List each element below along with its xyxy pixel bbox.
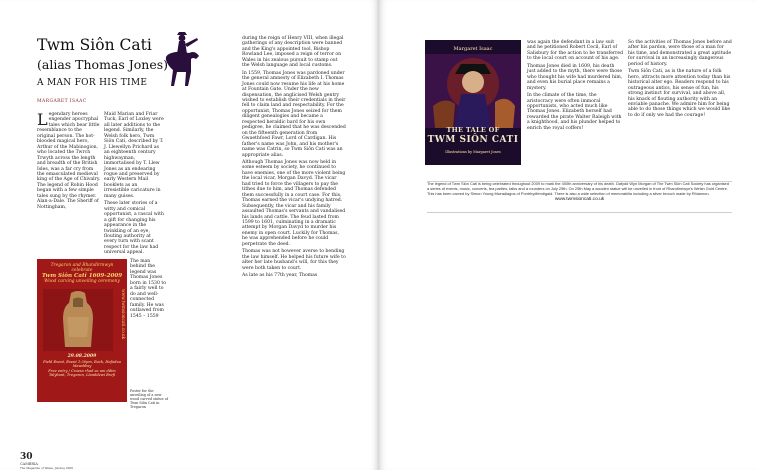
column-2-paragraph-1: Maid Marian and Friar Tuck, Earl of Loxley were all later additions to the legend. Similarly, the Welsh folk hero, Twm Siôn Cati, described by T. J. Llewellyn Prichard as an eighteenth century highwayman, immortalised by T. Llew Jones as an endearing rogue and preserved by early Western Mail booklets as an irresistible caricature in many guises. [104,112,164,199]
publication-footer [20,462,73,470]
column-5-paragraph-2: Twm Siôn Cati, as is the nature of a folk hero, attracts more attention today than his historical alter ego. Readers respond to his outrageous antics, his sense of fun, his strong instinct for survival, and above all, his knack of flouting authority with an enviable panache. We admire him for being able to do those things which we would like to do if only we had the courage! [628,69,731,118]
publication-issue: The Magazine of Wales, Jul/Aug 2009 [20,466,73,470]
column-3-paragraph-5: As late as his 77th year, Thomas [242,273,318,279]
publication-name: CAMBRIA [20,462,38,466]
book-cover-illustrator: Illustrations by Margaret Jones [445,150,501,154]
column-4 [527,40,623,133]
horseman-illustration [163,32,203,92]
book-cover-title-small: THE TALE OF [446,126,500,134]
book-cover-illustration [425,54,521,128]
column-3-paragraph-3: Although Thomas Jones was now held in some esteem by society, he continued to have enemies, one of the more violent being the local vicar, Morgan Davyd. The vicar had tried to force the villagers to pay the tithes due to him, and Thomas defended them successfully in a court case. For this, Thomas earned the vicar's undying hatred. Subsequently, the vicar and his family assaulted Thomas's servants and vandalised his lands and cattle. The feud lasted from 1599 to 1601, culminating in a dramatic attempt by Morgan Davyd to murder his enemy in open court. Luckily for Thomas, he was apprehended before he could perpetrate the deed. [242,159,346,247]
page-number: 30 [20,452,33,462]
poster-caption: Poster for the unveiling of a new wood carved statue of Twm Siôn Cati in Tregaron [130,389,168,409]
column-3-paragraph-2: In 1559, Thomas Jones was pardoned under the general amnesty of Elizabeth I. Thomas Jones could now resume his life at his home at Fountain Gate. Under the new dispensation, the anglicised Welsh gentry wished to establish their credentials in their fell to claim land and respectability. For the opportunist, Thomas Jones seized for them diligent genealogies and became a respected heraldic bard for his own pedigree, he claimed that he was descended on the fifteenth generation from Gwaethfoed Fawr, Lord of Cardigan. His father's name was John, and his mother's name was Catrin, so Twm Siôn Cati was an appropriate alias. [242,70,346,158]
column-2a [104,112,164,258]
event-caption-box [427,181,732,213]
poster-header [40,263,124,285]
dropcap-letter: L [37,110,48,129]
column-2-paragraph-3: The man behind the legend was Thomas Jones born in 1530 to a fairly well to do and well-connected family. He was outlawed from 1545 – 1559 [130,259,166,319]
column-2-paragraph-2: These later stories of a witty and comical opportunist, a rascal with a gift for changing his appearance in the twinkling of an eye, flouting authority at every turn with scant respect for the law had universal appeal. [104,201,164,256]
poster-date: 29.08.2009 [67,354,97,359]
column-3-paragraph-4: Thomas was not however averse to bending the law himself. He helped his future wife to alter her late husband's will, for this they were both taken to court. [242,249,346,271]
poster-info-2: Free entry / Croeso rhad ac am ddim [48,368,116,373]
column-5-paragraph-1: So the activities of Thomas Jones before and after his pardon, were those of a man for his time, and demonstrated a great aptitude for survival in an increasingly dangerous period of history. [628,40,732,67]
event-caption-text: The legend of Twm Siôn Cati is being celebrated throughout 2009 to mark the 400th anniversary of his death. Dafydd Wyn Morgan of The Twm Siôn Cati Society has organised a series of events, music, concerts, tea parties, talks and a rounders on July 25th. On 25th May a wooden statue will be unveiled in front of Rhandirmwyn's Welsh Gold Centre. This has been carved by Simon Young Mwradiagos of Pontrhydfendigaid. There is also a wide selection of memorabilia including a silver brooch made by Rhiannon. [427,181,729,196]
article-author: MARGARET ISAAC [37,99,87,104]
column-4-paragraph-2: Thomas Jones died in 1609, his death just added to the myth, there were those who thought his wife had murdered him, and even his burial place remains a mystery. [527,63,623,91]
poster-line-3: Wood carving unveiling ceremony [44,279,120,285]
book-cover [425,40,521,165]
poster-footer [40,355,124,378]
article-title-alias: (alias Thomas Jones) [37,57,169,72]
column-1 [37,112,101,212]
poster-line-1: Tregaron and Rhandirmwyn celebrate [50,263,114,274]
book-cover-title: TWM SIÔN CATI [427,135,519,145]
book-cover-author: Margaret Isaac [453,46,493,52]
column-4-paragraph-1: was again the defendant in a law suit and he petitioned Robert Cecil, Earl of Salisbury for the action to be transferred to the local court on account of his age. [527,40,624,62]
event-poster [37,259,127,402]
column-2b [130,259,166,321]
article-subtitle: A MAN FOR HIS TIME [37,78,148,88]
column-3-paragraph-1: during the reign of Henry VIII, when illegal gatherings of any description were banned and the King's appointed tool, Bishop Rowland Lee, imposed a reign of terror on Wales in his zealous pursuit to stamp out the Welsh language and local customs. [242,36,344,69]
poster-info-1: Field Event, Event 1:30pm, Rock, Hafodau Mawddwy [43,359,121,369]
article-title: Twm Siôn Cati [37,36,152,54]
column-3 [242,36,346,280]
poster-statue-image [43,289,113,351]
column-1-paragraph-1: egendary heroes engender apocryphal tales which bear little resemblance to the original person. The hot-blooded magical hero, Arthur of the Mabinogion, who located the Twrch Trwyth across the length and breadth of the British Isles, was a far cry from the emasculated medieval king of the Age of Chivalry. The legend of Robin Hood began with a few simple tales sung by the rhymer. Alan-a-Dale. The Sheriff of Nottingham, [37,112,101,210]
poster-website-vertical: www.twmsioncati.co.uk [121,289,126,340]
poster-line-2: Twm Siôn Cati 1609-2009 [41,272,123,279]
column-5 [628,40,732,120]
column-4-paragraph-3: In the climate of the time, the aristocracy were often immoral opportunists, who acted much like Thomas Jones. Elizabeth herself had rewarded the pirate Walter Raleigh with a knighthood, and his plunder helped to enrich the royal coffers! [527,93,622,131]
event-caption-url[interactable]: www.twmsioncati.co.uk [554,197,605,203]
poster-info-3: Talybont, Tregaron, Llanddewi Brefi [48,373,116,378]
